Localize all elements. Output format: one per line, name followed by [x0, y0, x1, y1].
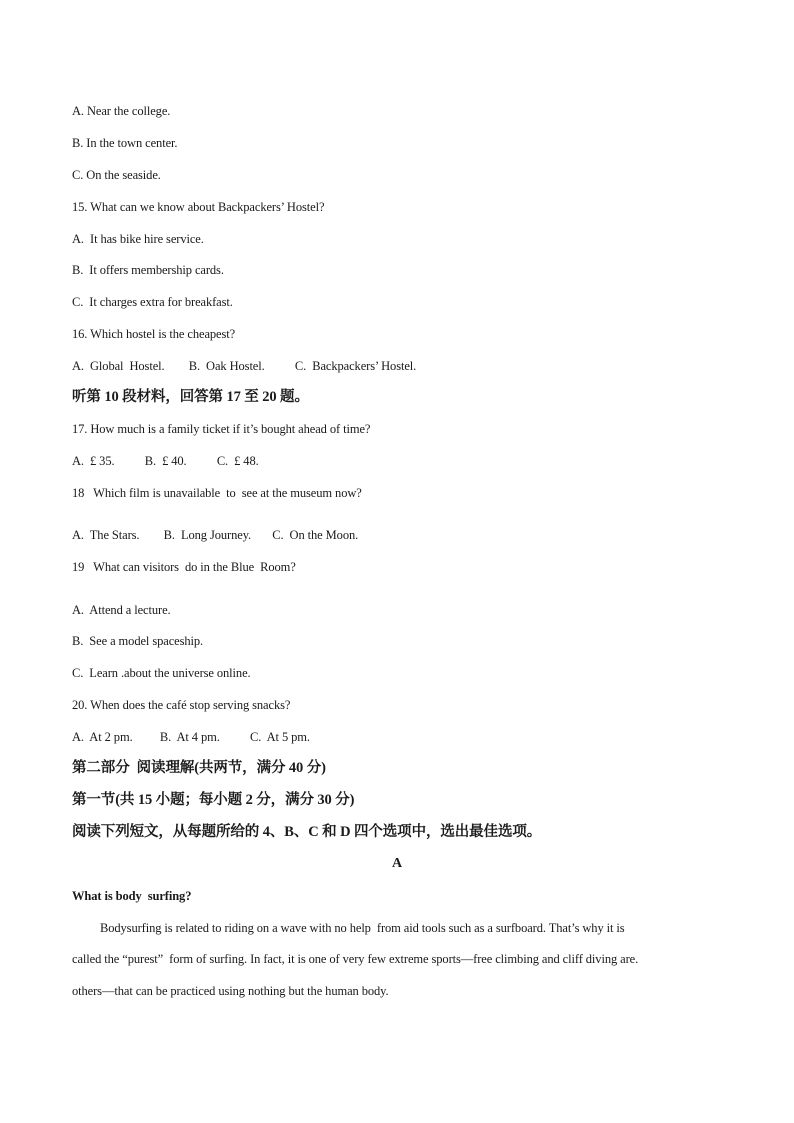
option-19b: B. See a model spaceship. [72, 634, 204, 648]
section-instruction-10: 听第 10 段材料，回答第 17 至 20 题。 [72, 389, 309, 405]
option-19a: A. Attend a lecture. [72, 603, 171, 617]
option-19c: C. Learn .about the universe online. [72, 666, 251, 680]
question-16: 16. Which hostel is the cheapest? [72, 327, 236, 341]
part-two-heading: 第二部分 阅读理解(共两节，满分 40 分) [72, 760, 326, 776]
passage-title: What is body surfing? [72, 889, 192, 903]
question-15: 15. What can we know about Backpackers’ Hostel? [72, 200, 325, 214]
question-18: 18 Which film is unavailable to see at the museum now? [72, 486, 362, 500]
option-14c: C. On the seaside. [72, 168, 161, 182]
passage-paragraph-line-3: others—that can be practiced using nothing but the human body. [72, 984, 389, 998]
passage-paragraph-line-1: Bodysurfing is related to riding on a wave with no help from aid tools such as a surfboard. That’s why it is [100, 921, 625, 935]
question-19: 19 What can visitors do in the Blue Room? [72, 560, 296, 574]
reading-instructions: 阅读下列短文，从每题所给的 4、B、C 和 D 四个选项中，选出最佳选项。 [72, 824, 542, 840]
option-14a: A. Near the college. [72, 104, 171, 118]
option-14b: B. In the town center. [72, 136, 178, 150]
question-20: 20. When does the café stop serving snacks? [72, 698, 291, 712]
options-18: A. The Stars. B. Long Journey. C. On the Moon. [72, 528, 359, 542]
option-15b: B. It offers membership cards. [72, 263, 224, 277]
option-15a: A. It has bike hire service. [72, 232, 204, 246]
section-one-heading: 第一节(共 15 小题；每小题 2 分，满分 30 分) [72, 792, 355, 808]
option-15c: C. It charges extra for breakfast. [72, 295, 233, 309]
options-17: A. £ 35. B. £ 40. C. £ 48. [72, 454, 259, 468]
passage-paragraph-line-2: called the “purest” form of surfing. In fact, it is one of very few extreme sports—free climbing and cliff diving are. [72, 952, 639, 966]
question-17: 17. How much is a family ticket if it’s bought ahead of time? [72, 422, 371, 436]
options-20: A. At 2 pm. B. At 4 pm. C. At 5 pm. [72, 730, 310, 744]
options-16: A. Global Hostel. B. Oak Hostel. C. Backpackers’ Hostel. [72, 359, 417, 373]
passage-label: A [391, 856, 402, 871]
